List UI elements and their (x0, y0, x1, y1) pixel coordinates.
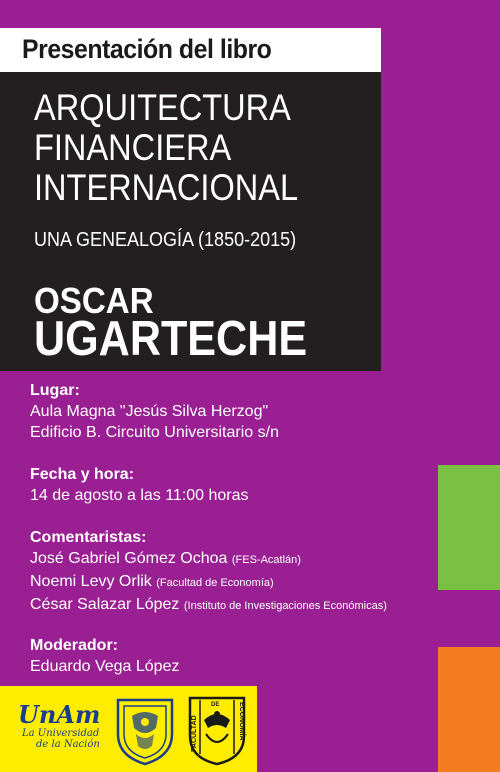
place-line: Edificio B. Circuito Universitario s/n (30, 424, 279, 441)
book-title-line: ARQUITECTURA (34, 87, 291, 128)
commentator-item (30, 571, 387, 594)
book-title-line: FINANCIERA (34, 127, 232, 168)
green-accent-block (438, 465, 500, 590)
datetime-value: 14 de agosto a las 11:00 horas (30, 487, 249, 504)
unam-wordmark: UnAm (18, 700, 101, 729)
moderator-name: Eduardo Vega López (30, 658, 180, 675)
commentator-name: Noemi Levy Orlik (30, 573, 152, 590)
facultad-economia-shield-icon (186, 694, 248, 766)
header-title: Presentación del libro (22, 34, 272, 64)
commentator-affiliation: (Facultad de Economía) (156, 577, 274, 589)
commentator-affiliation: (Instituto de Investigaciones Económicas) (183, 600, 387, 612)
book-subtitle: UNA GENEALOGÍA (1850-2015) (34, 229, 297, 251)
header-banner (0, 28, 381, 72)
unam-tagline-line: La Universidad (22, 728, 100, 739)
author-last-name: UGARTECHE (34, 312, 308, 366)
unam-tagline-line: de la Nación (36, 739, 100, 750)
moderator-label: Moderador: (30, 637, 118, 654)
orange-accent-block (438, 647, 500, 772)
faculty-text-de: DE (211, 702, 220, 708)
faculty-text-left: FACULTAD (191, 715, 198, 752)
commentator-affiliation: (FES-Acatlán) (231, 554, 301, 566)
moderator-section (30, 635, 179, 677)
place-section (30, 380, 279, 443)
author-first-name: OSCAR (34, 280, 154, 321)
book-title (34, 88, 333, 208)
unam-logo (14, 700, 106, 762)
commentator-item (30, 594, 387, 617)
faculty-text-right: ECONOMÍA (238, 702, 245, 741)
datetime-section (30, 464, 249, 506)
book-title-line: INTERNACIONAL (34, 167, 299, 208)
place-line: Aula Magna "Jesús Silva Herzog" (30, 403, 269, 420)
datetime-label: Fecha y hora: (30, 466, 135, 483)
commentators-section (30, 527, 387, 617)
place-label: Lugar: (30, 382, 80, 399)
commentator-name: César Salazar López (30, 596, 180, 613)
commentators-label: Comentaristas: (30, 529, 147, 546)
unam-shield-icon (110, 694, 180, 766)
commentator-item (30, 548, 387, 571)
commentator-name: José Gabriel Gómez Ochoa (30, 550, 228, 567)
unam-tagline (22, 728, 112, 750)
